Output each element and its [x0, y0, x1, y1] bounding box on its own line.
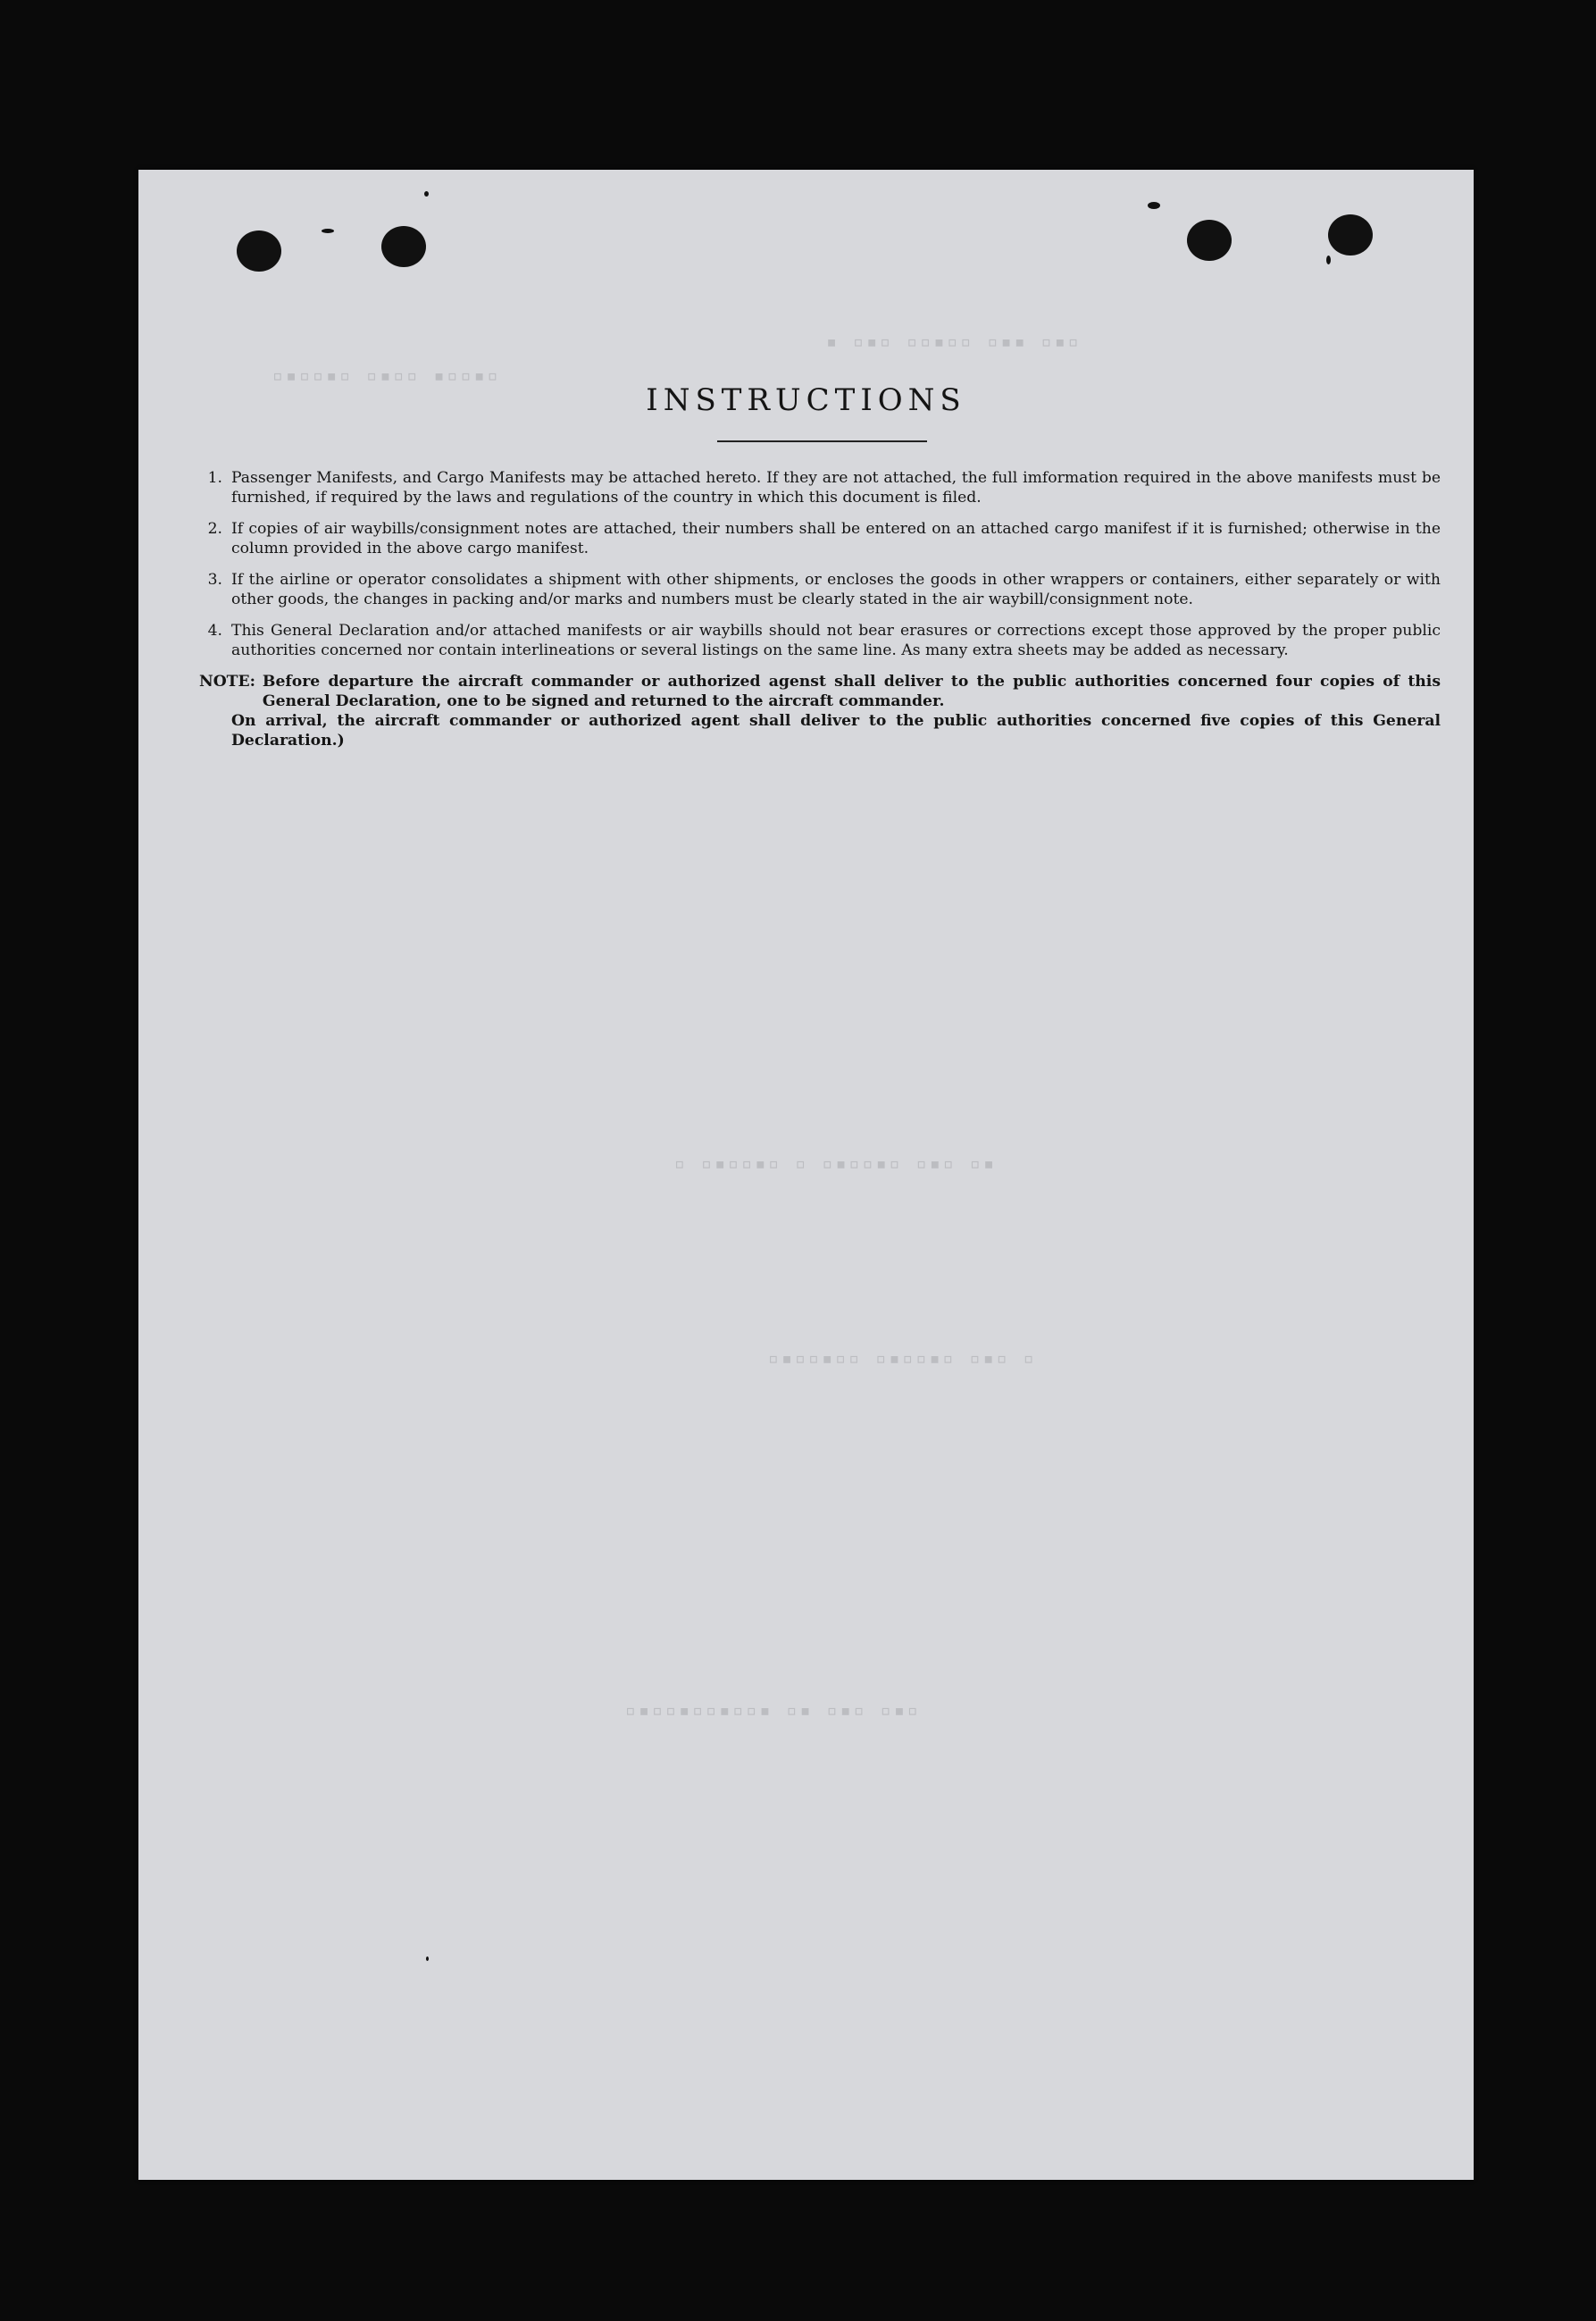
- ink-speck: [1148, 202, 1160, 209]
- bleed-through-text: ▫ ▫▪▫▫▪▫ ▫ ▫▪▫▫▪▫ ▫▪▫ ▫▪: [674, 1152, 997, 1174]
- punch-hole: [1328, 214, 1373, 256]
- item-text: If the airline or operator consolidates a shipment with other shipments, or encloses the goods in other wrappers or containers, either separately or with other goods, the changes in packing and/or marks and numbers must be clearly stated in the air waybill/consignment note.: [231, 571, 1441, 608]
- punch-hole: [381, 226, 426, 267]
- note-text: Before departure the aircraft commander or authorized agenst shall deliver to the public authorities concerned four copies of this General Declaration, one to be signed and returned to the aircraft commander.: [262, 673, 1441, 710]
- instructions-list: [199, 468, 1441, 750]
- bleed-through-text: ▫▪▫▫▪▫▫ ▫▪▫▫▪▫ ▫▪▫ ▫: [768, 1347, 1037, 1369]
- instruction-item: [199, 468, 1441, 507]
- bleed-through-text: ▪ ▫▪▫ ▫▫▪▫▫ ▫▪▪ ▫▪▫: [826, 331, 1082, 352]
- instruction-item: [199, 570, 1441, 609]
- note: [199, 672, 1441, 711]
- title-underline: [717, 440, 927, 442]
- item-text: If copies of air waybills/consignment notes are attached, their numbers shall be entered on an attached cargo manifest if it is furnished; otherwise in the column provided in the above cargo manifest.: [231, 520, 1441, 557]
- note-arrival-text: On arrival, the aircraft commander or authorized agent shall deliver to the public authorities concerned five copies of this General Declaration.): [231, 712, 1441, 750]
- instruction-item: [199, 519, 1441, 558]
- item-text: This General Declaration and/or attached manifests or air waybills should not bear erasures or corrections except those approved by the proper public authorities concerned nor contain interlineations or several listings on the same line. As many extra sheets may be added as necessary.: [231, 622, 1441, 659]
- item-number: 2.: [207, 520, 222, 538]
- page-title: INSTRUCTIONS: [646, 382, 966, 418]
- item-number: 4.: [207, 622, 222, 640]
- item-number: 3.: [207, 571, 222, 589]
- ink-speck: [322, 229, 334, 233]
- ink-speck: [426, 1957, 429, 1961]
- instruction-item: [199, 621, 1441, 660]
- note-label: NOTE:: [199, 673, 255, 691]
- bleed-through-text: ▫▪▫▫▪▫▫▪▫▫▪ ▫▪ ▫▪▫ ▫▪▫: [625, 1699, 921, 1721]
- item-text: Passenger Manifests, and Cargo Manifests may be attached hereto. If they are not attached, the full imformation required in the above manifests must be furnished, if required by the laws and regulations of the country in which this document is filed.: [231, 469, 1441, 507]
- document-page: [138, 170, 1474, 2180]
- ink-speck: [424, 191, 429, 197]
- bleed-through-text: ▫▪▫▫▪▫ ▫▪▫▫ ▪▫▫▪▫: [272, 364, 501, 386]
- item-number: 1.: [207, 469, 222, 487]
- punch-hole: [237, 230, 281, 272]
- ink-speck: [1326, 256, 1331, 264]
- punch-hole: [1187, 220, 1232, 261]
